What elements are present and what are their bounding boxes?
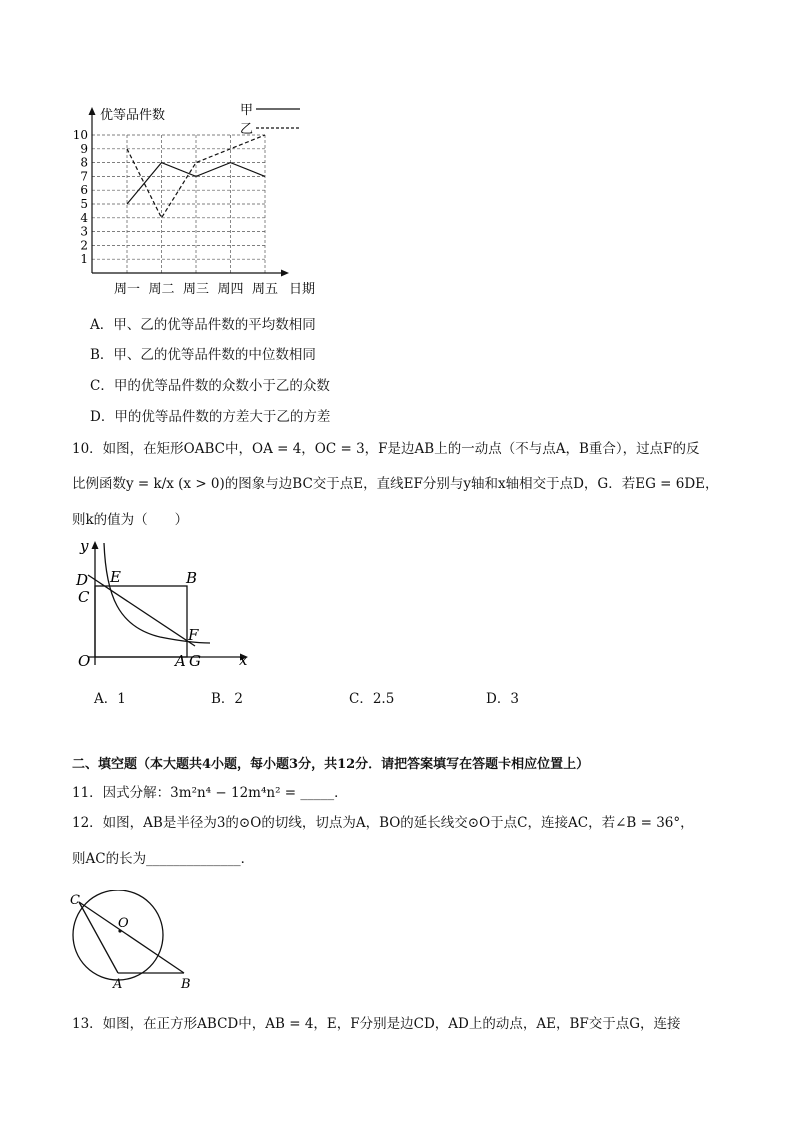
y-tick-label: 5 — [80, 197, 88, 211]
q9-option-b: B．甲、乙的优等品件数的中位数相同 — [90, 347, 316, 363]
q10-label-e: E — [110, 568, 121, 586]
q10-label-b: B — [186, 569, 198, 587]
q10-label-o: O — [78, 652, 91, 670]
q10-option-c: C．2.5 — [349, 691, 395, 707]
q9-option-d: D．甲的优等品件数的方差大于乙的方差 — [90, 409, 331, 425]
q9-line-chart — [60, 95, 340, 305]
y-tick-label: 6 — [80, 183, 88, 198]
q12-line-2: 则AC的长为______________． — [72, 851, 255, 867]
x-tick-labels — [114, 282, 278, 297]
x-tick-label: 周二 — [148, 282, 175, 297]
q10-y-arrow — [92, 541, 99, 549]
q10-option-d: D．3 — [486, 691, 519, 707]
q11-text: 11．因式分解：3m²n⁴ − 12m⁴n² = _____． — [72, 785, 348, 801]
y-tick-labels — [73, 128, 89, 266]
y-tick-label: 1 — [80, 252, 88, 267]
q10-label-g: G — [189, 652, 201, 670]
y-tick-label: 2 — [80, 238, 88, 253]
legend-label-yi: 乙 — [240, 122, 254, 137]
q10-label-f: F — [188, 626, 199, 644]
y-tick-label: 3 — [80, 224, 88, 239]
q10-figure — [70, 535, 255, 670]
x-axis-label: 日期 — [289, 282, 316, 297]
y-axis-arrow — [89, 107, 96, 115]
segment-cb — [79, 902, 184, 973]
section-2-title: 二、填空题（本大题共4小题，每小题3分，共12分．请把答案填写在答题卡相应位置上） — [72, 757, 590, 772]
y-tick-label: 7 — [80, 169, 88, 184]
x-tick-label: 周一 — [113, 282, 141, 297]
chart-grid — [92, 135, 265, 273]
q10-option-a: A．1 — [94, 691, 126, 707]
q10-label-c: C — [78, 588, 90, 606]
q10-option-b: B．2 — [211, 691, 244, 707]
q13-line-1: 13．如图，在正方形ABCD中，AB = 4，E，F分别是边CD，AD上的动点，AE，BF交于点G，连接 — [72, 1016, 681, 1032]
chart-axes — [89, 107, 290, 277]
q10-label-y: y — [80, 537, 89, 555]
q12-label-o: O — [118, 916, 129, 931]
x-tick-label: 周五 — [251, 282, 279, 297]
rectangle-oabc — [95, 586, 187, 657]
y-axis-label: 优等品件数 — [100, 108, 166, 123]
x-tick-label: 周三 — [182, 282, 210, 297]
q10-line-3: 则k的值为（ ） — [72, 512, 189, 528]
q10-label-d: D — [76, 571, 89, 589]
legend-label-jia: 甲 — [240, 103, 254, 118]
circle-o — [73, 890, 163, 980]
q10-label-x: x — [239, 651, 248, 669]
q9-option-a: A．甲、乙的优等品件数的平均数相同 — [90, 317, 316, 333]
q10-line-1: 10．如图，在矩形OABC中，OA = 4，OC = 3，F是边AB上的一动点（不与点A，B重合），过点F的反 — [72, 441, 700, 457]
q12-line-1: 12．如图，AB是半径为3的⊙O的切线，切点为A，BO的延长线交⊙O于点C，连接AC，若∠B = 36°， — [72, 815, 694, 831]
q12-label-a: A — [113, 977, 123, 992]
y-tick-label: 4 — [80, 210, 88, 225]
y-tick-label: 8 — [80, 155, 88, 170]
q12-label-b: B — [181, 977, 191, 992]
legend — [240, 103, 300, 137]
q10-label-a: A — [175, 652, 186, 670]
y-tick-label: 9 — [80, 141, 88, 156]
x-tick-label: 周四 — [217, 282, 244, 297]
segment-ca — [79, 902, 118, 973]
y-tick-label: 10 — [72, 128, 88, 142]
x-axis-arrow — [281, 270, 289, 277]
q12-label-c: C — [70, 893, 80, 908]
q10-line-2: 比例函数y = k/x (x > 0)的图象与边BC交于点E，直线EF分别与y轴和x轴相交于点D，G．若EG = 6DE， — [72, 476, 719, 492]
q12-figure — [65, 890, 205, 995]
q9-option-c: C．甲的优等品件数的众数小于乙的众数 — [90, 378, 330, 394]
